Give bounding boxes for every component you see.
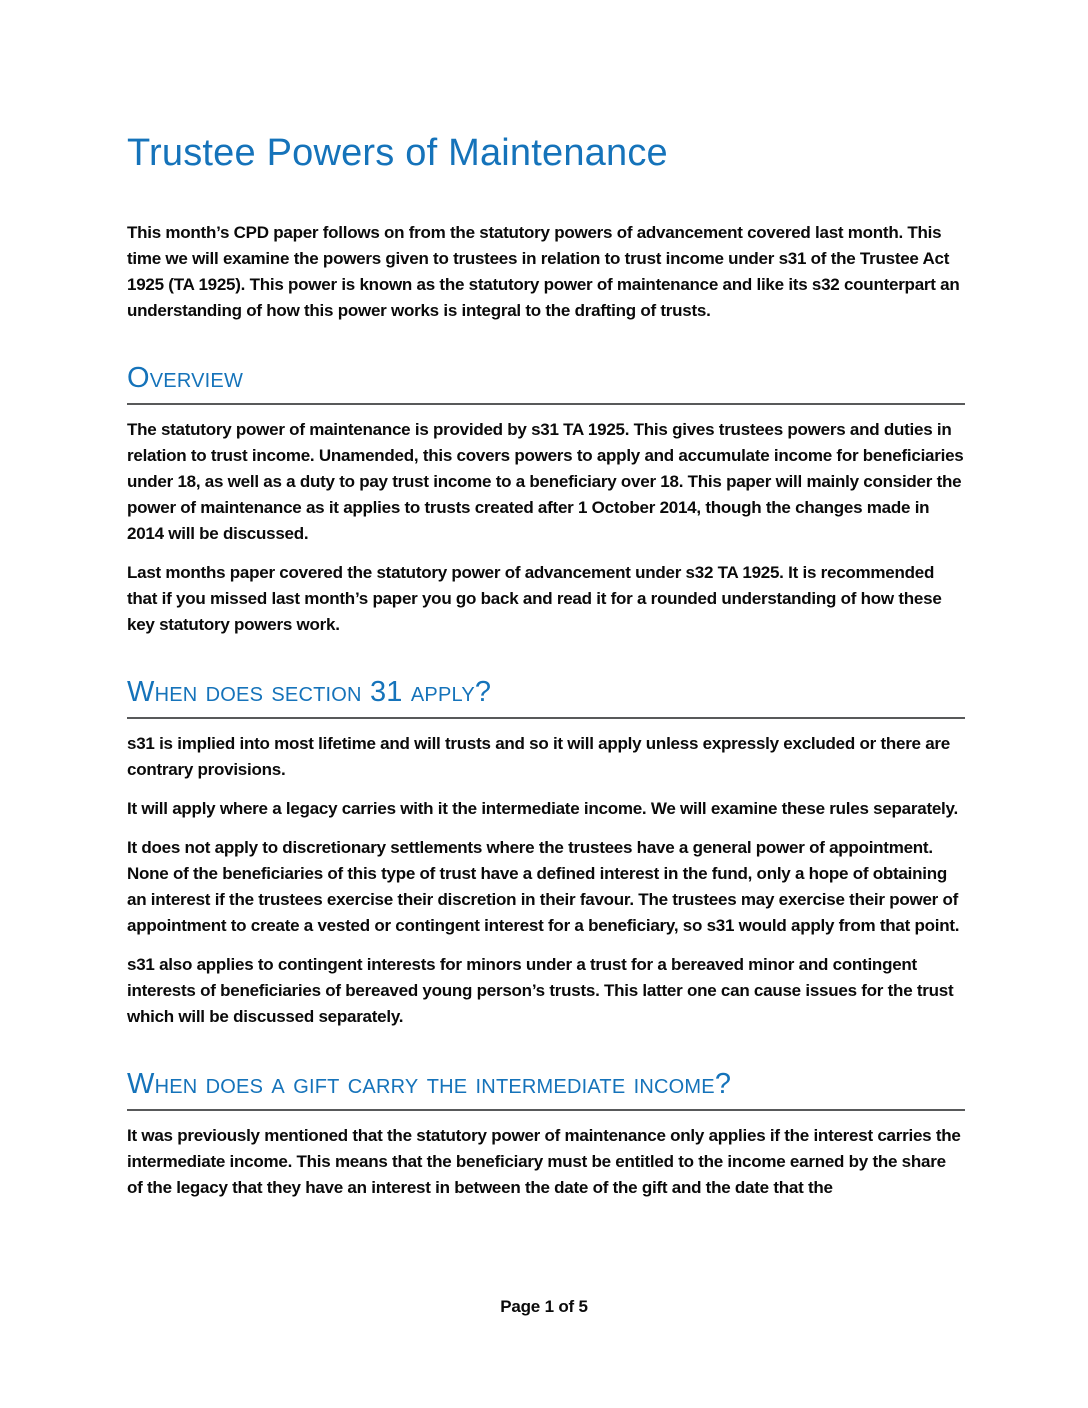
paragraph: The statutory power of maintenance is provided by s31 TA 1925. This gives trustees powers and duties in relation to trust income. Unamended, this covers powers to apply and accumulate income for beneficiaries under 18, as well as a duty to pay trust income to a beneficiary over 18. This paper will mainly consider the power of maintenance as it applies to trusts created after 1 October 2014, though the changes made in 2014 will be discussed. — [127, 420, 964, 543]
paragraph: s31 is implied into most lifetime and will trusts and so it will apply unless expressly excluded or there are contrary provisions. — [127, 734, 951, 779]
section-heading-section-31: When does section 31 apply? — [127, 675, 965, 719]
paragraph: s31 also applies to contingent interests for minors under a trust for a bereaved minor and contingent interests of beneficiaries of bereaved young person’s trusts. This latter one can cause issues for the trust which will be discussed separately. — [127, 955, 954, 1026]
paragraph: Last months paper covered the statutory power of advancement under s32 TA 1925. It is recommended that if you missed last month’s paper you go back and read it for a rounded understanding of how these key statutory powers work. — [127, 563, 942, 634]
paragraph: It will apply where a legacy carries with it the intermediate income. We will examine these rules separately. — [127, 799, 958, 818]
intro-paragraph: This month’s CPD paper follows on from the statutory powers of advancement covered last month. This time we will examine the powers given to trustees in relation to trust income under s31 of the Trustee Act 1925 (TA 1925). This power is known as the statutory power of maintenance and like its s32 counterpart an understanding of how this power works is integral to the drafting of trusts. — [127, 223, 960, 320]
section-overview — [127, 361, 965, 638]
page-footer — [0, 1297, 1088, 1317]
section-heading-intermediate-income: When does a gift carry the intermediate income? — [127, 1067, 965, 1111]
section-intermediate-income — [127, 1067, 965, 1201]
section-heading-overview: Overview — [127, 361, 965, 405]
document-title: Trustee Powers of Maintenance — [127, 132, 668, 174]
page-number: Page 1 of 5 — [500, 1297, 588, 1316]
paragraph: It does not apply to discretionary settlements where the trustees have a general power of appointment. None of the beneficiaries of this type of trust have a defined interest in the fund, only a hope of obtaining an interest if the trustees exercise their discretion in their favour. The trustees may exercise their power of appointment to create a vested or contingent interest for a beneficiary, so s31 would apply from that point. — [127, 838, 960, 935]
paragraph: It was previously mentioned that the statutory power of maintenance only applies if the interest carries the intermediate income. This means that the beneficiary must be entitled to the income earned by the share of the legacy that they have an interest in between the date of the gift and the date that the — [127, 1126, 961, 1197]
section-when-does-section-31-apply — [127, 675, 965, 1030]
